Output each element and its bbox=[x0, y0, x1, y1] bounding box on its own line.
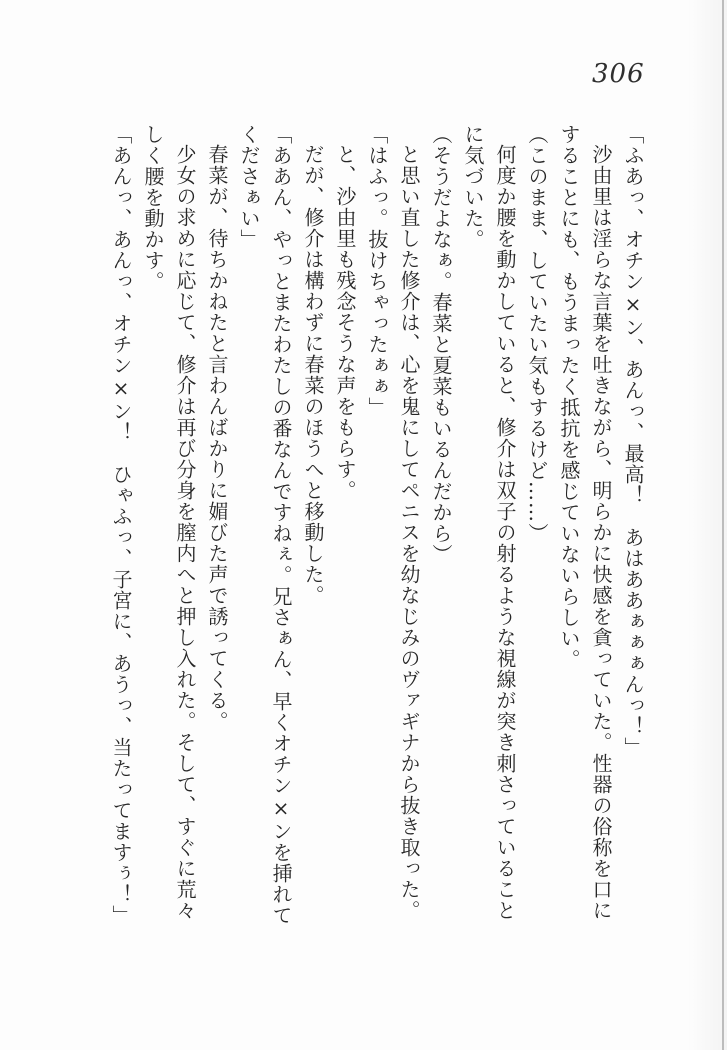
text-line-10: と、沙由里も残念そうな声をもらす。 bbox=[333, 144, 357, 501]
text-line-15: 少女の求めに応じて、修介は再び分身を膣内へと押し入れた。そして、すぐに荒々 bbox=[173, 144, 197, 921]
text-line-8: と思い直した修介は、心を鬼にしてペニスを幼なじみのヴァギナから抜き取った。 bbox=[397, 144, 421, 921]
text-line-3: することにも、もうまったく抵抗を感じていないらしい。 bbox=[557, 124, 581, 670]
text-line-1: 「ふあっ、オチン×ン、あんっ、最高！ あはああぁぁぁんっ！」 bbox=[621, 124, 645, 758]
text-line-14: 春菜が、待ちかねたと言わんばかりに媚びた声で誘ってくる。 bbox=[205, 144, 229, 732]
text-line-5: 何度か腰を動かしていると、修介は双子の射るような視線が突き刺さっていること bbox=[493, 144, 517, 921]
text-line-11: だが、修介は構わずに春菜のほうへと移動した。 bbox=[301, 144, 325, 606]
page-edge-shading bbox=[687, 0, 727, 1050]
text-line-2: 沙由里は淫らな言葉を吐きながら、明らかに快感を貪っていた。性器の俗称を口に bbox=[589, 144, 613, 921]
text-line-9: 「はふっ。抜けちゃったぁぁ」 bbox=[365, 124, 389, 418]
body-text bbox=[105, 124, 649, 948]
text-line-13: くださぁい」 bbox=[237, 124, 261, 250]
text-line-16: しく腰を動かす。 bbox=[141, 124, 165, 292]
text-line-4: （このまま、していたい気もするけど……） bbox=[525, 124, 549, 544]
text-line-17: 「あんっ、あんっ、オチン×ン！ ひゃふっ、子宮に、あうっ、当たってますぅ！」 bbox=[109, 124, 133, 926]
scan-edge-line bbox=[722, 0, 724, 1050]
text-line-12: 「ああん、やっとまたわたしの番なんですねぇ。兄さぁん、早くオチン×ンを挿れて bbox=[269, 124, 293, 926]
text-line-7: （そうだよなぁ。春菜と夏菜もいるんだから） bbox=[429, 124, 453, 565]
page-number: 306 bbox=[592, 59, 645, 89]
text-line-6: に気づいた。 bbox=[461, 124, 485, 250]
